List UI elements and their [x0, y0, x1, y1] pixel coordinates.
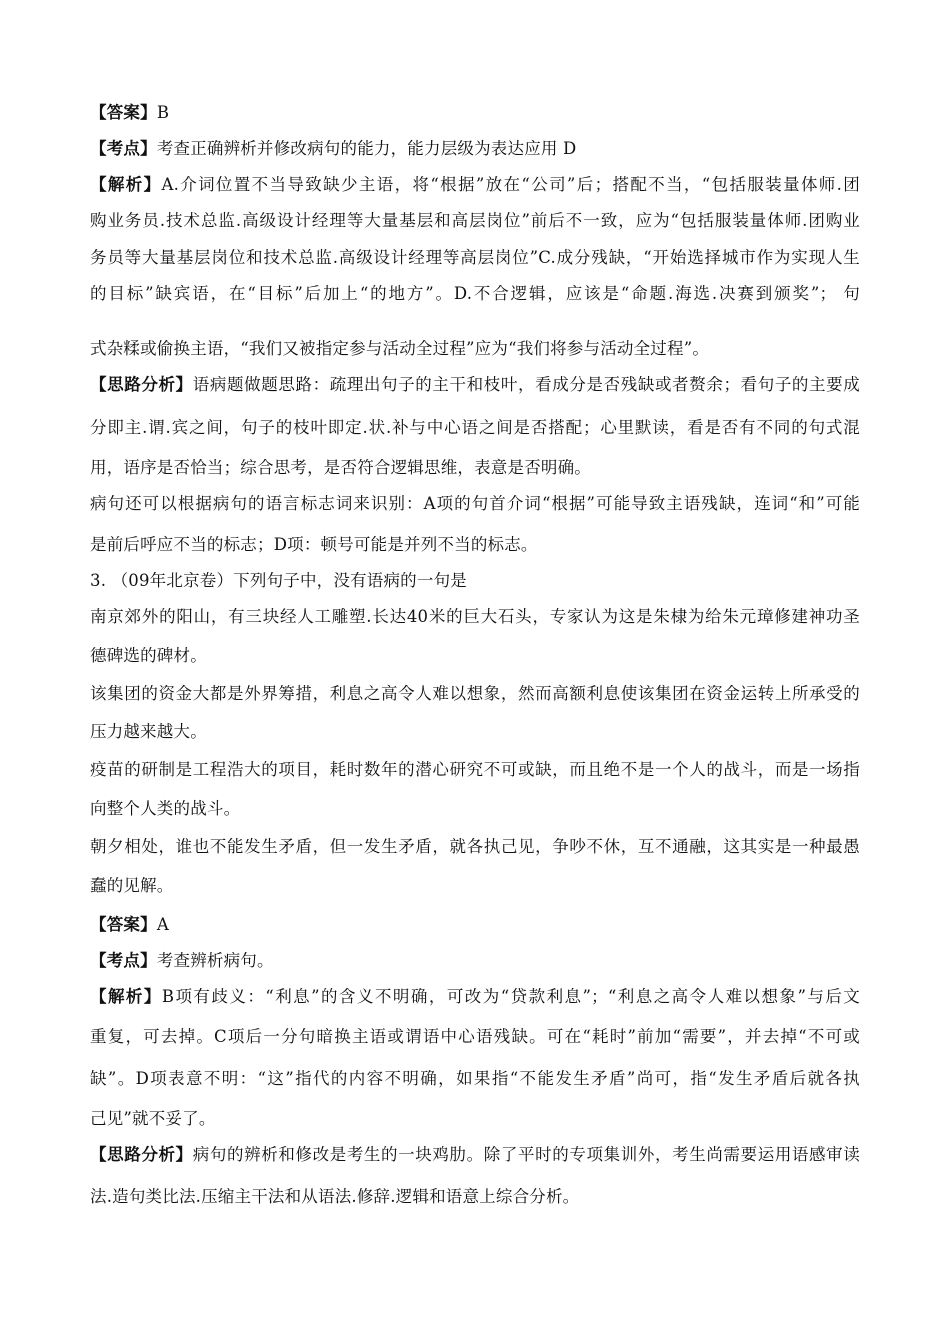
- answer-line-2: [90, 915, 860, 935]
- analysis-line-1-3: 务员等大量基层岗位和技术总监.高级设计经理等高层岗位”C.成分残缺，“开始选择城市作为实现人生: [90, 248, 860, 267]
- thinking-text: 语病题做题思路：疏理出句子的主干和枝叶，看成分是否残缺或者赘余；看句子的主要成: [192, 375, 860, 394]
- option-c-line-2: 向整个人类的战斗。: [90, 799, 241, 818]
- answer-value: A: [156, 915, 169, 934]
- option-a-line-1: 南京郊外的阳山，有三块经人工雕塑.长达40米的巨大石头，专家认为这是朱棣为给朱元璋修建神功圣: [90, 607, 860, 626]
- thinking-line-1-3: 用，语序是否恰当；综合思考，是否符合逻辑思维，表意是否明确。: [90, 458, 591, 477]
- option-a-line-2: 德碑选的碑材。: [90, 646, 207, 665]
- analysis-line-2-2: 重复，可去掉。C项后一分句暗换主语或谓语中心语残缺。可在“耗时”前加“需要”，并去掉“不可或: [90, 1027, 860, 1046]
- point-text: 考查辨析病句。: [156, 951, 274, 970]
- analysis-line-1-4: 的目标”缺宾语，在“目标”后加上“的地方”。D.不合逻辑，应该是“命题.海选.决赛到颁奖”； 句: [90, 284, 860, 303]
- option-d-line-2: 蠢的见解。: [90, 876, 174, 895]
- analysis-tag: 【解析】: [90, 987, 162, 1006]
- analysis-line-2-4: 己见”就不妥了。: [90, 1109, 216, 1128]
- point-tag: 【考点】: [90, 951, 157, 970]
- point-line-1: [90, 139, 860, 159]
- analysis-text: A.介词位置不当导致缺少主语，将“根据”放在“公司”后；搭配不当，“包括服装量体师.团: [161, 175, 860, 194]
- analysis-line-2-3: 缺”。D项表意不明：“这”指代的内容不明确，如果指“不能发生矛盾”尚可，指“发生矛盾后就各执: [90, 1069, 860, 1088]
- answer-value: B: [156, 103, 170, 122]
- analysis-text: B项有歧义：“利息”的含义不明确，可改为“贷款利息”；“利息之高令人难以想象”与后文: [161, 987, 860, 1006]
- thinking-line-2-1: [90, 1145, 860, 1165]
- point-line-2: [90, 951, 860, 971]
- analysis-line-1-1: [90, 175, 860, 195]
- extra-line-2: 是前后呼应不当的标志；D项：顿号可能是并列不当的标志。: [90, 535, 538, 554]
- extra-line-1: 病句还可以根据病句的语言标志词来识别：A项的句首介词“根据”可能导致主语残缺，连词“和”可能: [90, 494, 860, 513]
- thinking-tag: 【思路分析】: [90, 1145, 193, 1164]
- answer-line-1: [90, 103, 860, 123]
- point-text: 考查正确辨析并修改病句的能力，能力层级为表达应用 D: [156, 139, 577, 158]
- thinking-line-1-2: 分即主.谓.宾之间，句子的枝叶即定.状.补与中心语之间是否搭配；心里默读，看是否有不同的句式混: [90, 418, 860, 437]
- analysis-tag: 【解析】: [90, 175, 162, 194]
- option-b-line-1: 该集团的资金大都是外界筹措，利息之高令人难以想象，然而高额利息使该集团在资金运转上所承受的: [90, 684, 860, 703]
- analysis-line-1-5: 式杂糅或偷换主语，“我们又被指定参与活动全过程”应为“我们将参与活动全过程”。: [90, 339, 710, 358]
- option-b-line-2: 压力越来越大。: [90, 722, 207, 741]
- thinking-tag: 【思路分析】: [90, 375, 193, 394]
- thinking-text: 病句的辨析和修改是考生的一块鸡肋。除了平时的专项集训外，考生尚需要运用语感审读: [192, 1145, 860, 1164]
- option-c-line-1: 疫苗的研制是工程浩大的项目，耗时数年的潜心研究不可或缺，而且绝不是一个人的战斗，而是一场指: [90, 760, 860, 779]
- thinking-line-2-2: 法.造句类比法.压缩主干法和从语法.修辞.逻辑和语意上综合分析。: [90, 1187, 580, 1206]
- answer-tag: 【答案】: [90, 915, 157, 934]
- thinking-line-1-1: [90, 375, 860, 395]
- analysis-line-2-1: [90, 987, 860, 1007]
- analysis-line-1-2: 购业务员.技术总监.高级设计经理等大量基层和高层岗位”前后不一致，应为“包括服装量体师.团购业: [90, 211, 860, 230]
- option-d-line-1: 朝夕相处，谁也不能发生矛盾，但一发生矛盾，就各执己见，争吵不休，互不通融，这其实是一种最愚: [90, 837, 860, 856]
- question-stem: 3. （09年北京卷）下列句子中，没有语病的一句是: [90, 571, 467, 590]
- answer-tag: 【答案】: [90, 103, 157, 122]
- point-tag: 【考点】: [90, 139, 157, 158]
